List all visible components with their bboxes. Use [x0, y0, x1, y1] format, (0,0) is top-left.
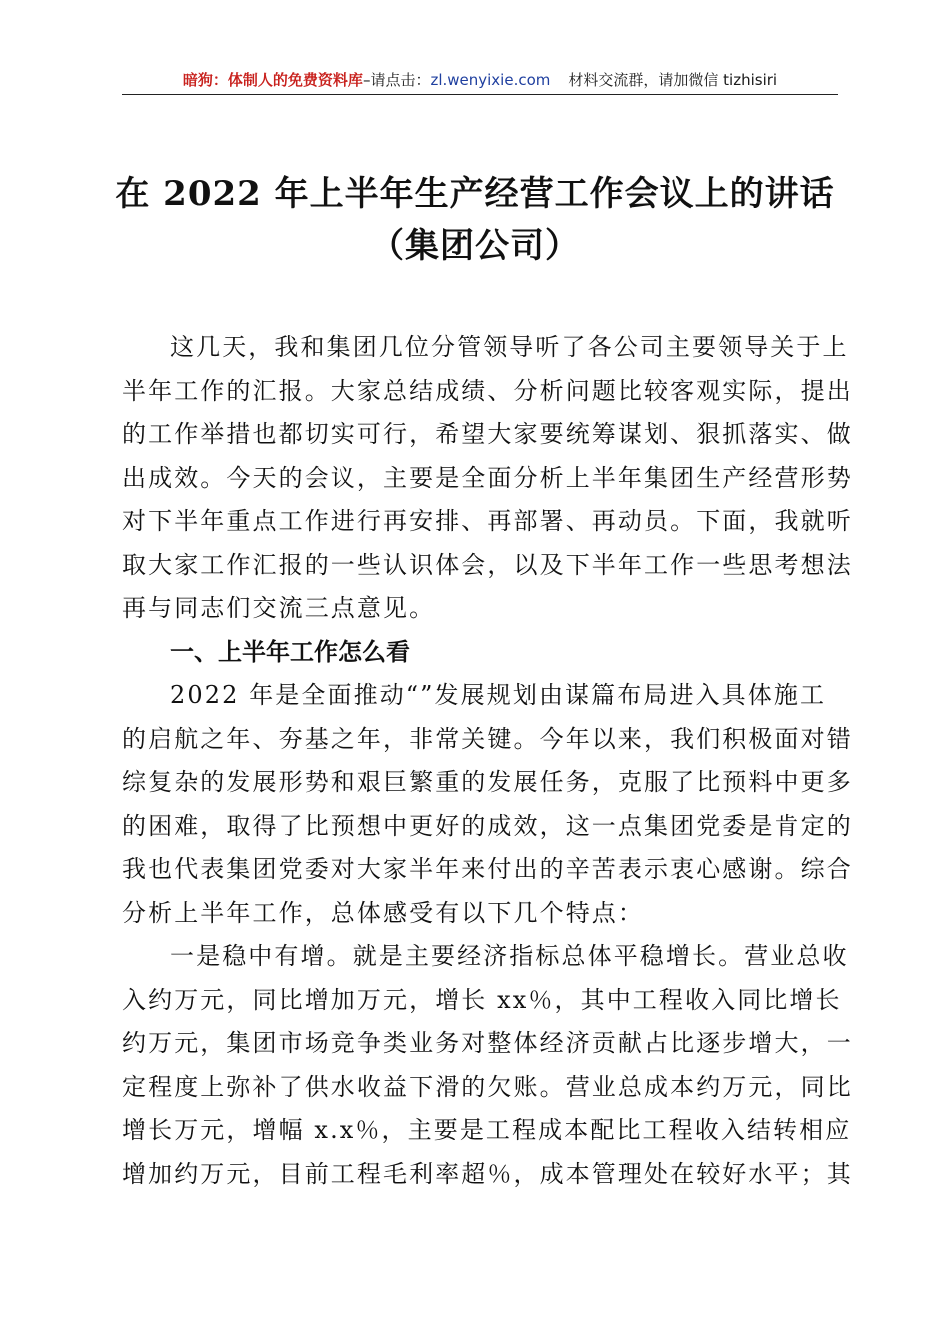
text-line: 综复杂的发展形势和艰巨繁重的发展任务，克服了比预料中更多 [122, 768, 853, 796]
text-line: 分析上半年工作，总体感受有以下几个特点： [122, 898, 644, 927]
text-line: 一是稳中有增。就是主要经济指标总体平稳增长。营业总收 [170, 942, 849, 970]
document-title [100, 168, 850, 272]
text-line: 增长万元，增幅 x.x％，主要是工程成本配比工程收入结转相应 [122, 1116, 852, 1144]
text-line: 入约万元，同比增加万元，增长 xx％，其中工程收入同比增长 [122, 985, 842, 1014]
text-line: 半年工作的汇报。大家总结成绩、分析问题比较客观实际，提出 [122, 376, 853, 405]
page-header [122, 66, 838, 94]
text-line: 2022 年是全面推动“”发展规划由谋篇布局进入具体施工 [170, 681, 827, 709]
text-line: 的启航之年、夯基之年，非常关键。今年以来，我们积极面对错 [122, 724, 853, 753]
text-line: 的困难，取得了比预想中更好的成效，这一点集团党委是肯定的 [122, 811, 853, 840]
title-line-2: （集团公司） [370, 226, 580, 266]
paragraph-point-1 [122, 935, 853, 1196]
text-line: 定程度上弥补了供水收益下滑的欠账。营业总成本约万元，同比 [122, 1072, 853, 1101]
paragraph-overview [122, 674, 853, 935]
text-line: 对下半年重点工作进行再安排、再部署、再动员。下面，我就听 [122, 507, 853, 535]
text-line: 增加约万元，目前工程毛利率超％，成本管理处在较好水平；其 [122, 1159, 853, 1188]
text-line: 出成效。今天的会议，主要是全面分析上半年集团生产经营形势 [122, 463, 853, 492]
section-heading-1: 一、上半年工作怎么看 [170, 637, 410, 666]
header-click-prompt: –请点击： [362, 71, 431, 89]
text-line: 的工作举措也都切实可行，希望大家要统筹谋划、狠抓落实、做 [122, 420, 853, 448]
text-line: 取大家工作汇报的一些认识体会，以及下半年工作一些思考想法 [122, 550, 853, 579]
text-line: 再与同志们交流三点意见。 [122, 594, 436, 622]
document-body [122, 326, 853, 1196]
text-line: 约万元，集团市场竞争类业务对整体经济贡献占比逐步增大，一 [122, 1029, 853, 1057]
header-divider [122, 94, 838, 95]
header-wechat-note: 材料交流群，请加微信 tizhisiri [568, 71, 778, 89]
text-line: 这几天，我和集团几位分管领导听了各公司主要领导关于上 [170, 333, 849, 361]
title-line-1: 在 2022 年上半年生产经营工作会议上的讲话 [115, 174, 835, 214]
text-line: 我也代表集团党委对大家半年来付出的辛苦表示衷心感谢。综合 [122, 855, 853, 883]
header-site-name: 暗狗：体制人的免费资料库 [182, 71, 363, 89]
paragraph-intro [122, 326, 853, 631]
header-url-link[interactable]: zl.wenyixie.com [430, 71, 551, 89]
